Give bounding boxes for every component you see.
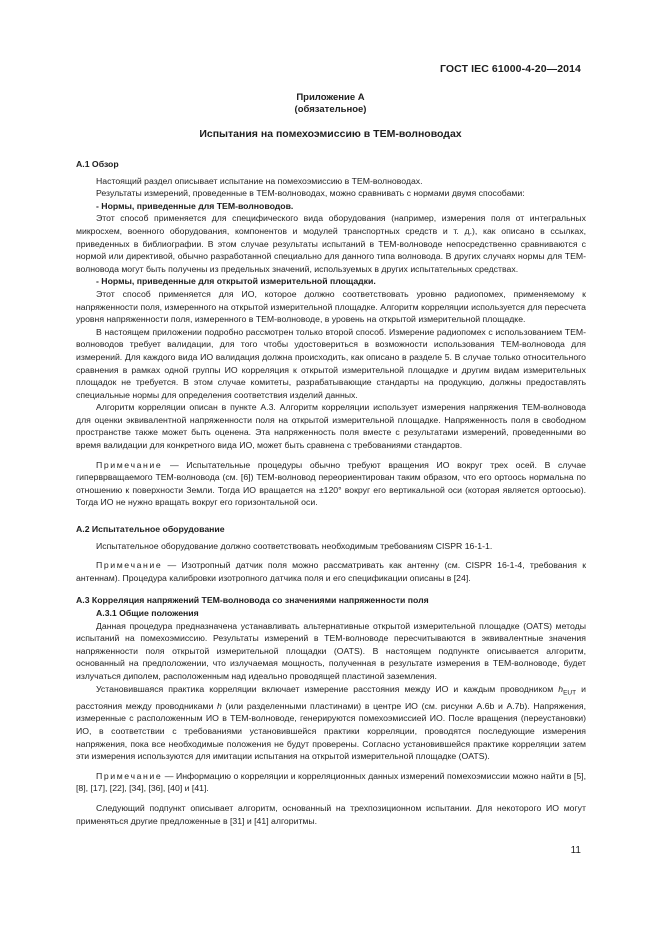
- note: [76, 770, 586, 795]
- note-label: Примечание: [96, 459, 163, 470]
- annex-status: (обязательное): [294, 104, 367, 115]
- note-label: Примечание: [96, 770, 163, 781]
- bullet-heading: - Нормы, приведенные для ТЕМ-волноводов.: [96, 200, 294, 211]
- annex-title: Приложение А: [296, 92, 365, 103]
- symbol-h: h: [216, 700, 222, 711]
- note-text: — Испытательные процедуры обычно требуют вращения ИО вокруг трех осей. В случае гиперврващаемого ТЕМ-волновода (см. [6]) ТЕМ-волновод переориентирован таким образом, что его ортоось нормальна по отношению к поверхности Земли. Тогда ИО вращается на ±120° вокруг его вертикальной оси (которая является ортоосью). Тогда ИО не нужно вращать вокруг его горизонтальной оси.: [76, 459, 586, 508]
- note: [76, 459, 586, 509]
- note-label: Примечание: [96, 560, 163, 571]
- paragraph: [76, 683, 586, 763]
- note-text: — Информацию о корреляции и корреляционных данных измерений помехоэмиссии можно найти в [5], [8], [17], [22], [34], [36], [40] и [41].: [76, 770, 586, 794]
- text-run: и расстояния между проводниками: [76, 683, 586, 711]
- paragraph: Алгоритм корреляции описан в пункте А.3. Алгоритм корреляции использует измерения напряжения ТЕМ-волновода для оценки эквивалентной напряженности поля на открытой измерительной площадке. Напряженность поля в свободном пространстве также может быть оценена. Эта напряженность поля вместе с результатами измерений, проведенными во время валидации для конкретного вида ИО, может быть сравнена с требованиями стандартов.: [76, 402, 586, 451]
- note-text: — Изотропный датчик поля можно рассматривать как антенну (см. CISPR 16-1-4, требования к антеннам). Процедура калибровки изотропного датчика поля и его спецификации описаны в [24].: [76, 560, 586, 583]
- paragraph: Результаты измерений, проведенные в ТЕМ-волноводах, можно сравнивать с нормами двумя способами:: [96, 188, 525, 199]
- symbol-subscript: EUT: [563, 689, 577, 697]
- page-title: Испытания на помехоэмиссию в ТЕМ-волноводах: [199, 128, 462, 140]
- paragraph: Данная процедура предназначена устанавливать альтернативные открытой измерительной площадке (OATS) методы испытаний на помехоэмиссию. Результаты измерений в ТЕМ-волноводе пересчитываются в эквивалентные значения напряженности поля открытой измерительной площадки (OATS). В настоящем подпункте описывается алгоритм, основанный на предположении, что излучаемая мощность, полученная в результате измерения в ТЕМ-волноводе, будет излучаться диполем, расположенным над идеально проводящей пластиной заземления.: [76, 620, 586, 681]
- section-a2-title: А.2 Испытательное оборудование: [76, 524, 225, 535]
- note: [76, 559, 586, 584]
- subsection-a3-1-title: А.3.1 Общие положения: [96, 608, 199, 618]
- symbol-h: h: [558, 683, 564, 694]
- page-number: 11: [570, 845, 581, 856]
- section-a3-title: А.3 Корреляция напряжений ТЕМ-волновода со значениями напряженности поля: [76, 595, 429, 606]
- text-run: (или разделенными пластинами) в центре ИО (см. рисунки А.6b и А.7b). Напряжения, измеренные с расположенным ИО в ТЕМ-волноводе, генерируются помехоэмиссией ИО. После вращения (переустановки) ИО, в соответствии с требованиями установившейся практики корреляции, проводятся последующие измерения напряжения, пока все необходимые положения не будут проверены. Согласно установившейся практике корреляции затем эти измерения используются для имитации испытания на открытой измерительной площадке (OATS).: [76, 700, 586, 762]
- paragraph: Этот способ применяется для специфического вида оборудования (например, измерения поля от интегральных микросхем, военного оборудования, компонентов и модулей транспортных средств и т. д.), как описано в ссылках, приведенных в библиографии. В этом случае результаты испытаний в ТЕМ-волноводе непосредственно сравниваются с нормой или директивой, обычно разработанной специально для данного типа волновода. В других случаях нормы для ТЕМ-волновода могут быть получены из предельных значений, используемых в других испытательных средствах.: [76, 213, 586, 274]
- paragraph: Этот способ применяется для ИО, которое должно соответствовать уровню радиопомех, применяемому к напряженности поля, измеренного на открытой измерительной площадке. Алгоритм корреляции используется для пересчета уровня напряженности поля, измеренного в ТЕМ-волноводе, в уровень на открытой измерительной площадке.: [76, 288, 586, 325]
- section-a1-title: А.1 Обзор: [76, 159, 119, 169]
- text-run: Установившаяся практика корреляции включает измерение расстояния между ИО и каждым проводником: [96, 683, 559, 694]
- paragraph: Настоящий раздел описывает испытание на помехоэмиссию в ТЕМ-волноводах.: [96, 175, 423, 186]
- paragraph: Следующий подпункт описывает алгоритм, основанный на трехпозиционном испытании. Для некоторого ИО могут применяться другие предложенные в [31] и [41] алгоритмы.: [76, 803, 586, 826]
- standard-header: ГОСТ IEC 61000-4-20—2014: [439, 63, 581, 75]
- paragraph: Испытательное оборудование должно соответствовать необходимым требованиям CISPR 16-1-1.: [96, 540, 493, 551]
- paragraph: В настоящем приложении подробно рассмотрен только второй способ. Измерение радиопомех с использованием ТЕМ-волноводов требует валидации, для того чтобы удостовериться в возможности использования ТЕМ-волновода для измерений. Для каждого вида ИО валидация должна происходить, как описано в разделе 5. В случае только относительного сравнения в рамках одной группы ИО корреляция к открытой измерительной площадке и другим видам измерительных площадок не требуется. В этом случае комитеты, разрабатывающие стандарты на продукцию, должны предоставлять специальные нормы для определения соответствия изделий данных.: [76, 326, 586, 400]
- bullet-heading: - Нормы, приведенные для открытой измерительной площадки.: [96, 276, 376, 287]
- document-body: [76, 158, 586, 827]
